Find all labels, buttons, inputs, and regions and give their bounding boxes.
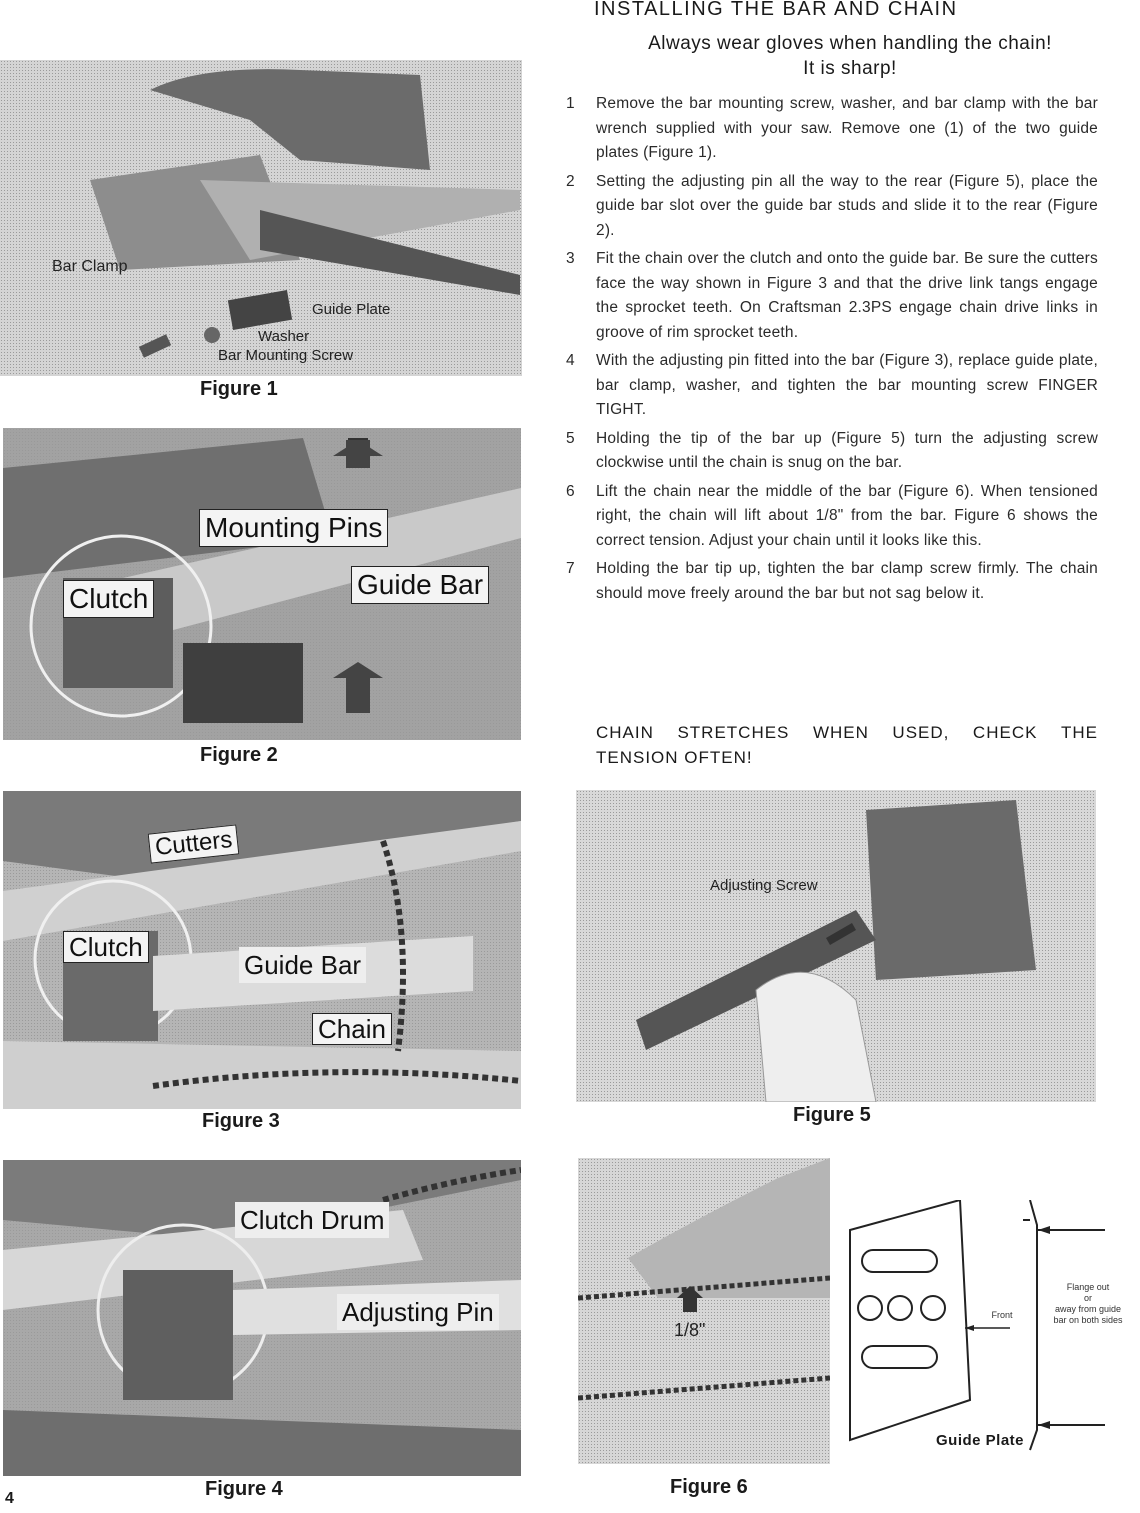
- clutch-drum-label: Clutch Drum: [235, 1202, 389, 1238]
- figure-3-caption: Figure 3: [202, 1110, 280, 1132]
- tension-notice: [596, 720, 1098, 770]
- step-number: 3: [566, 250, 575, 267]
- step-text: Remove the bar mounting screw, washer, and bar clamp with the bar wrench supplied with your saw. Remove one (1) of the two guide plates (Figure 1).: [596, 95, 1098, 161]
- figure-6-caption: Figure 6: [670, 1476, 748, 1498]
- guide-plate-diagram: [840, 1200, 1130, 1470]
- figure-4-photo: [3, 1160, 521, 1476]
- bar-clamp-label: Bar Clamp: [52, 258, 128, 275]
- figure-6-photo: [578, 1158, 830, 1464]
- clutch-label: Clutch: [63, 580, 154, 618]
- step-number: 1: [566, 95, 575, 112]
- figure-5-caption: Figure 5: [793, 1104, 871, 1126]
- chain-label: Chain: [312, 1013, 392, 1045]
- step-number: 2: [566, 172, 575, 190]
- figure-1-photo: [0, 60, 522, 376]
- warning-line-2: It is sharp!: [803, 58, 897, 79]
- step-7: [566, 557, 1098, 606]
- figure-3-photo: [3, 791, 521, 1109]
- step-2: [566, 170, 1098, 244]
- notice-word: THE: [1060, 723, 1098, 742]
- chain-tension-illustration: [578, 1158, 830, 1464]
- step-number: 4: [566, 352, 575, 369]
- guide-plate-caption: Guide Plate: [936, 1432, 1025, 1449]
- front-label: Front: [991, 1310, 1013, 1320]
- adjusting-screw-label: Adjusting Screw: [710, 877, 818, 894]
- measurement-label: 1/8": [674, 1320, 706, 1340]
- step-text: With the adjusting pin fitted into the bar (Figure 3), replace guide plate, bar clamp, washer, and tighten the bar mounting screw FINGER TIGHT.: [596, 352, 1098, 418]
- figure-2-photo: [3, 428, 521, 740]
- flange-note-line: or: [1083, 1293, 1092, 1303]
- notice-line-2: TENSION OFTEN!: [596, 748, 753, 767]
- adjusting-pin-label: Adjusting Pin: [337, 1294, 499, 1330]
- page-number: 4: [5, 1490, 14, 1507]
- step-text: Fit the chain over the clutch and onto the guide bar. Be sure the cutters face the way shown in Figure 3 and that the drive link tangs engage the sprocket teeth. On Craftsman 2.3PS engage chain drive links in groove of rim sprocket teeth.: [596, 250, 1098, 341]
- guide-plate-label: Guide Plate: [312, 301, 391, 318]
- figure-2-caption: Figure 2: [200, 744, 278, 766]
- flange-note: [1036, 1282, 1140, 1326]
- figure-1-caption: Figure 1: [200, 378, 278, 400]
- guide-bar-label: Guide Bar: [351, 566, 489, 604]
- page-title: INSTALLING THE BAR AND CHAIN: [594, 0, 958, 20]
- figure-5-photo: [576, 790, 1096, 1102]
- mounting-pins-label: Mounting Pins: [199, 509, 388, 547]
- cutters-label: Cutters: [148, 824, 240, 863]
- adjusting-screw-illustration: [576, 790, 1096, 1102]
- flange-note-line: bar on both sides: [1053, 1315, 1123, 1325]
- flange-note-line: away from guide: [1054, 1304, 1122, 1314]
- guide-bar-label: Guide Bar: [239, 947, 366, 983]
- notice-word: CHAIN: [596, 723, 654, 742]
- figure-4-caption: Figure 4: [205, 1478, 283, 1500]
- step-5: [566, 427, 1098, 476]
- notice-word: STRETCHES: [677, 723, 790, 742]
- notice-word: CHECK: [972, 723, 1038, 742]
- instruction-steps: [566, 92, 1098, 610]
- step-text: Lift the chain near the middle of the bar (Figure 6). When tensioned right, the chain will lift about 1/8" from the bar. Figure 6 shows the correct tension. Adjust your chain until it looks like this.: [596, 482, 1098, 549]
- step-number: 5: [566, 429, 575, 447]
- bar-mounting-screw-label: Bar Mounting Screw: [218, 347, 354, 364]
- step-text: Holding the bar tip up, tighten the bar clamp screw firmly. The chain should move freely around the bar but not sag below it.: [596, 560, 1098, 602]
- flange-note-line: Flange out: [1066, 1282, 1110, 1292]
- step-6: [566, 480, 1098, 554]
- warning-line-1: Always wear gloves when handling the chain!: [648, 33, 1052, 54]
- step-1: [566, 92, 1098, 166]
- step-3: [566, 247, 1098, 345]
- notice-word: WHEN: [812, 723, 869, 742]
- step-text: Holding the tip of the bar up (Figure 5) turn the adjusting screw clockwise until the chain is snug on the bar.: [596, 429, 1098, 471]
- step-number: 6: [566, 482, 575, 500]
- step-4: [566, 349, 1098, 423]
- notice-word: USED,: [892, 723, 950, 742]
- step-number: 7: [566, 560, 575, 577]
- washer-label: Washer: [258, 328, 310, 345]
- step-text: Setting the adjusting pin all the way to the rear (Figure 5), place the guide bar slot over the guide bar studs and slide it to the rear (Figure 2).: [596, 172, 1098, 239]
- clutch-label: Clutch: [63, 931, 149, 963]
